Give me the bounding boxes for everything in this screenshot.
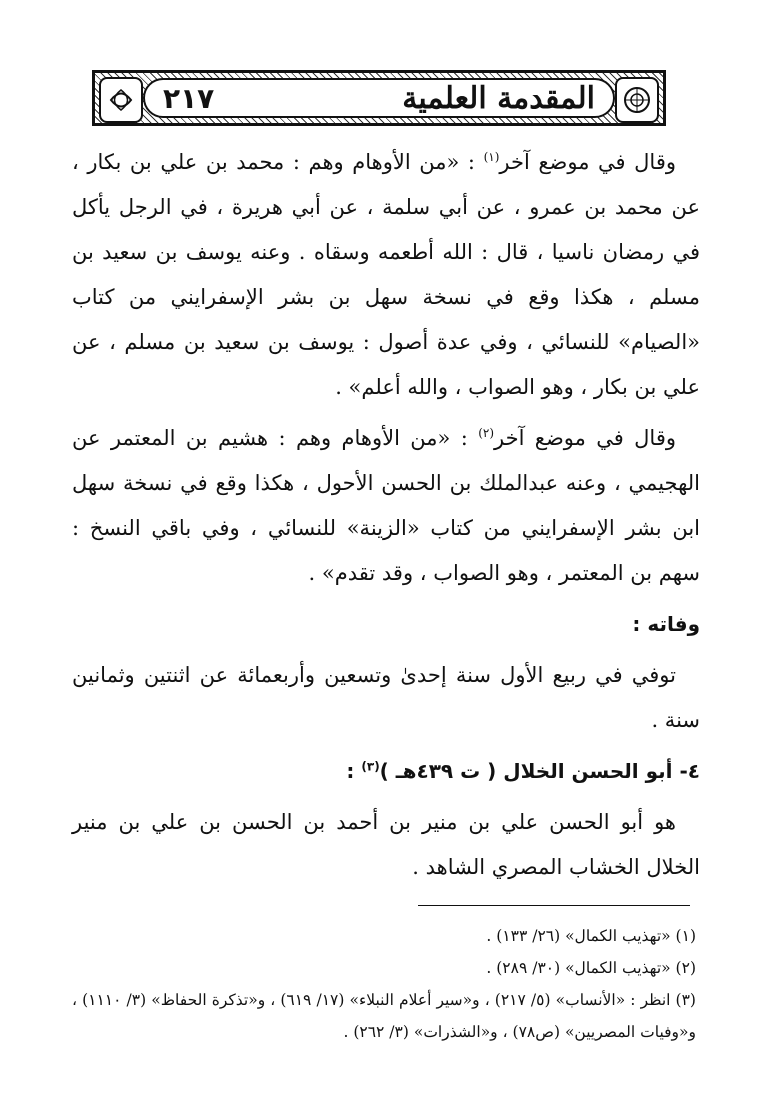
paragraph-1-quote: : «من الأوهام وهم : محمد بن علي بن بكار ، عن محمد بن عمرو ، عن أبي سلمة ، عن أبي هريرة ، في الرجل يأكل في رمضان ناسيا ، قال : الله أطعمه وسقاه . وعنه يوسف بن سعيد بن مسلم ، هكذا وقع في نسخة سهل بن بشر الإسفرايني من كتاب «الصيام» للنسائي ، وفي عدة أصول : يوسف بن سعيد بن مسلم ، عن علي بن بكار ، وهو الصواب ، والله أعلم» . xyxy=(72,150,700,399)
person-heading xyxy=(72,749,700,794)
page-number: ٢١٧ xyxy=(163,81,215,115)
footnote-ref-2: (٢) xyxy=(478,426,495,440)
person-heading-text: ٤- أبو الحسن الخلال ( ت ٤٣٩هـ ) xyxy=(379,759,700,783)
paragraph-2 xyxy=(72,416,700,596)
paragraph-1 xyxy=(72,140,700,410)
arabesque-medallion-icon xyxy=(615,77,659,123)
footnote-2: (٢) «تهذيب الكمال» (٣٠/ ٢٨٩) . xyxy=(486,959,696,977)
footnote-1: (١) «تهذيب الكمال» (٢٦/ ١٣٣) . xyxy=(486,927,696,945)
paragraph-2-quote: : «من الأوهام وهم : هشيم بن المعتمر عن الهجيمي ، وعنه عبدالملك بن الحسن الأحول ، هكذا وقع في نسخة سهل ابن بشر الإسفرايني من كتاب «الزينة» للنسائي ، وفي باقي النسخ : سهم بن المعتمر ، وهو الصواب ، وقد تقدم» . xyxy=(72,426,700,585)
footnote-ref-1: (١) xyxy=(483,150,500,164)
paragraph-2-intro: وقال في موضع آخر xyxy=(494,426,676,450)
death-paragraph: توفي في ربيع الأول سنة إحدىٰ وتسعين وأربعمائة عن اثنتين وثمانين سنة . xyxy=(72,663,700,732)
person-paragraph: هو أبو الحسن علي بن منير بن أحمد بن الحسن بن علي بن منير الخلال الخشاب المصري الشاهد . xyxy=(72,810,700,879)
footnotes xyxy=(72,920,696,1048)
page-header-frame xyxy=(92,70,666,126)
paragraph-1-intro: وقال في موضع آخر xyxy=(499,150,677,174)
footnote-ref-3: (٣) xyxy=(361,759,380,774)
person-heading-colon: : xyxy=(346,759,362,783)
footnote-separator xyxy=(418,905,690,906)
running-title: المقدمة العلمية xyxy=(402,80,595,116)
main-text xyxy=(72,140,700,896)
footnote-3: (٣) انظر : «الأنساب» (٥/ ٢١٧) ، و«سير أعلام النبلاء» (١٧/ ٦١٩) ، و«تذكرة الحفاظ» (٣/ ١١١٠) ، و«وفيات المصريين» (ص٧٨) ، و«الشذرات» (٣/ ٢٦٢) . xyxy=(72,991,696,1041)
header-cartouche xyxy=(143,78,615,118)
decorative-knot-icon xyxy=(99,77,143,123)
death-heading: وفاته : xyxy=(632,612,700,636)
